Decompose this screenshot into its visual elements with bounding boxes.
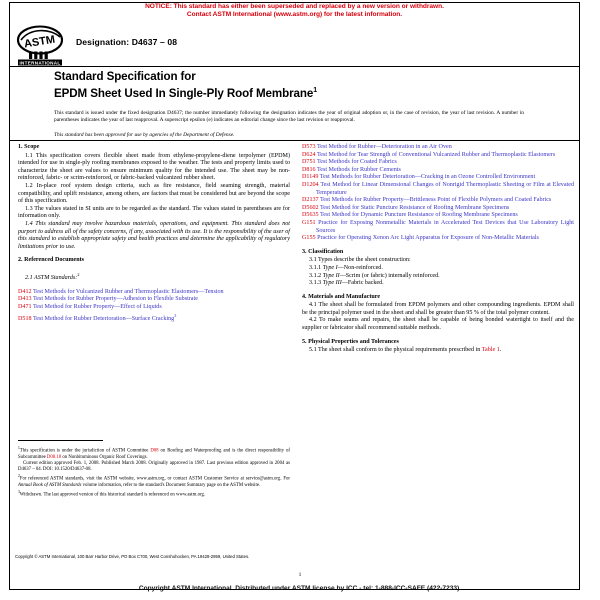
title-line-1: Standard Specification for [54,70,196,83]
committee-d08-link[interactable]: D08 [150,448,159,454]
reference-id: G155 [302,235,316,242]
footnote-1: $^1$This specification is under the jurisdiction of ASTM Committee D08 on Roofing and Waterproofing and is the direct responsibility of Subcommittee D08.18 on Nonbituminous Organic Roof Coverings. [18,446,290,460]
copyright-notice: Copyright © ASTM International, 100 Barr Harbor Drive, PO Box C700, West Conshohocken, PA 19428-2959, United States. [15,554,250,559]
reference-title: Test Method for Static Puncture Resistance of Roofing Membrane Specimens [320,204,510,211]
reference-title: Test Method for Rubber—Deterioration in an Air Oven [316,144,452,150]
physical-properties-paragraph-5-1: 5.1 The sheet shall conform to the physical requirements prescribed in Table 1. [309,347,502,354]
classification-paragraph-3-1-3: 3.1.3 Type III—Fabric backed. [309,280,384,287]
title-footnote-marker: 1 [313,87,317,94]
table-1-link[interactable]: Table 1 [481,347,500,354]
dod-approval-note: This standard has been approved for use by agencies of the Department of Defense. [54,131,235,138]
reference-item[interactable] [18,304,290,312]
reference-title: Test Method for Dynamic Puncture Resistance of Roofing Membrane Specimens [320,212,518,219]
section-heading-classification: 3. Classification [302,248,344,255]
reference-id: D5602 [302,204,319,211]
reference-title: Test Methods for Rubber Cements [316,166,401,173]
title-block [54,70,524,139]
reference-item[interactable] [302,144,574,152]
title-line-2: EPDM Sheet Used In Single-Ply Roof Membrane$^1$ [54,86,317,100]
reference-title: Test Methods for Vulcanized Rubber and Thermoplastic Elastomers—Tension [32,288,224,295]
astm-standards-subheading: 2.1 ASTM Standards:$^2$ [25,272,80,282]
reference-title: Practice for Operating Xenon Arc Light Apparatus for Exposure of Non-Metallic Materials [317,235,539,242]
scope-paragraph-1-1: 1.1 This specification covers flexible sheet made from ethylene-propylene-diene terpolymer (EPDM) intended for use in single-ply roofing membranes exposed to the weather. The tests and property limits used to characterize the sheet are values to ensure minimum quality for the intended use. The sheet may be non-reinforced, fabric- or scrim-reinforced, or fabric-backed vulcanized rubber sheet. [18,152,290,182]
reference-id: D1204 [302,181,319,188]
reference-id: D5635 [302,212,319,219]
reference-id: D751 [302,159,316,166]
header-divider [10,66,579,67]
issue-note: This standard is issued under the fixed designation D4637; the number immediately following the designation indicates the year of original adoption or, in the case of revision, the year of last revision. A number in parentheses indicates the year of last reapproval. A superscript epsilon (e) indicates an editorial change since the last revision or reapproval. [54,109,524,124]
reference-title: Test Method for Linear Dimensional Changes of Nonrigid Thermoplastic Sheeting or Film at Elevated Temperature [316,181,574,196]
section-heading-physical-properties: 5. Physical Properties and Tolerances [302,338,399,345]
scope-paragraph-1-4: 1.4 This standard may involve hazardous materials, operations, and equipment. This standard does not purport to address all of the safety concerns, if any, associated with its use. It is the responsibility of the user of this standard to establish appropriate safety and health practices and determine the applicability of regulatory limitations prior to use. [18,220,290,250]
reference-id: D518 [18,315,32,322]
svg-text:INTERNATIONAL: INTERNATIONAL [19,60,61,66]
reference-title: Test Methods for Rubber Property—Adhesion to Flexible Substrate [32,296,198,303]
reference-title: Practice for Exposing Nonmetallic Materials in Accelerated Test Devices that Use Laboratory Light Sources [316,219,574,234]
reference-id: D624 [302,151,316,158]
reference-title: Test Methods for Rubber Deterioration—Cracking in an Ozone Controlled Environment [319,174,536,181]
footnote-divider [18,440,103,441]
reference-title: Test Method for Rubber Property—Effect of Liquids [32,303,162,310]
reference-item[interactable]: D518 Test Method for Rubber Deterioration—Surface Cracking$^3$ [18,312,177,322]
license-notice: Copyright ASTM International. Distributed under ASTM license by ICC - tel: 1-888-ICC-SAFE (422-7233). [138,585,462,592]
reference-item[interactable] [302,174,574,182]
reference-id: D573 [302,144,316,150]
classification-paragraph-3-1-1: 3.1.1 Type I—Non-reinforced. [309,264,383,271]
reference-item[interactable] [302,235,574,243]
notice-line-1: NOTICE: This standard has either been superseded and replaced by a new version or withdrawn. [145,3,444,10]
reference-item[interactable] [302,220,574,235]
subcommittee-d0818-link[interactable]: D08.18 [46,454,62,460]
reference-id: D1149 [302,174,319,181]
reference-item[interactable] [302,197,574,205]
footnote-3: $^3$Withdrawn. The last approved version of this historical standard is referenced on www.astm.org. [18,490,206,498]
reference-id: G151 [302,219,316,226]
footnotes-block [18,440,290,499]
supersede-notice [10,3,579,19]
reference-item[interactable] [302,182,574,197]
materials-paragraph-4-2: 4.2 To make seams and repairs, the sheet shall be capable of being bonded watertight to itself and the supplier or fabricator shall recommend suitable methods. [302,317,574,332]
reference-title: Test Methods for Coated Fabrics [316,159,397,166]
page-number: 1 [298,572,302,578]
footnote-1-edition: Current edition approved Feb. 1, 2008. Published March 2008. Originally approved in 1987. Last previous edition approved in 2004 as D4637 – 04. DOI: 10.1520/D4637-08. [18,461,290,473]
title-divider [10,140,579,141]
materials-paragraph-4-1: 4.1 The sheet shall be formulated from EPDM polymers and other compounding ingredients. EPDM shall be the principal polymer used in the sheet and shall be greater than 95 % of the total polymer content. [302,302,574,316]
reference-title: Test Methods for Rubber Property—Brittleness Point of Flexible Polymers and Coated Fabrics [320,197,552,204]
reference-title: Test Method for Rubber Deterioration—Surface Cracking [32,315,175,322]
reference-item[interactable] [302,159,574,167]
page-title [54,70,524,101]
astm-logo [16,24,66,66]
notice-line-2: Contact ASTM International (www.astm.org) for the latest information. [186,11,403,19]
reference-title: Test Method for Tear Strength of Conventional Vulcanized Rubber and Thermoplastic Elastomers [316,151,556,158]
classification-paragraph-3-1: 3.1 Types describe the sheet construction: [309,257,411,264]
right-column [302,144,574,355]
section-heading-scope: 1. Scope [18,144,40,150]
reference-id: D816 [302,166,316,173]
scope-paragraph-1-2: 1.2 In-place roof system design criteria, such as fire resistance, field seaming strength, material compatibility, and uplift resistance, among others, are factors that must be considered but are beyond the scope of this specification. [18,182,290,205]
astm-logo-icon [16,24,66,66]
section-heading-referenced-documents: 2. Referenced Documents [18,257,85,264]
scope-paragraph-1-3: 1.3 The values stated in SI units are to be regarded as the standard. The values stated in parentheses are for information only. [18,205,290,220]
footnote-2: $^2$For referenced ASTM standards, visit the ASTM website, www.astm.org, or contact ASTM Customer Service at service@astm.org. For Annual Book of ASTM Standards volume information, refer to the standard's Document Summary page on the ASTM website. [18,474,290,489]
left-column [18,144,290,323]
classification-paragraph-3-1-2: 3.1.2 Type II—Scrim (or fabric) internally reinforced. [309,272,440,279]
reference-id: D413 [18,296,32,303]
section-heading-materials: 4. Materials and Manufacture [302,293,381,300]
document-header [14,24,574,66]
reference-id: D471 [18,303,32,310]
designation-label: Designation: D4637 – 08 [76,37,178,47]
reference-item[interactable] [302,212,574,220]
reference-item[interactable] [18,296,290,304]
reference-id: D412 [18,288,32,295]
svg-text:ASTM: ASTM [23,33,56,51]
reference-id: D2137 [302,197,319,204]
